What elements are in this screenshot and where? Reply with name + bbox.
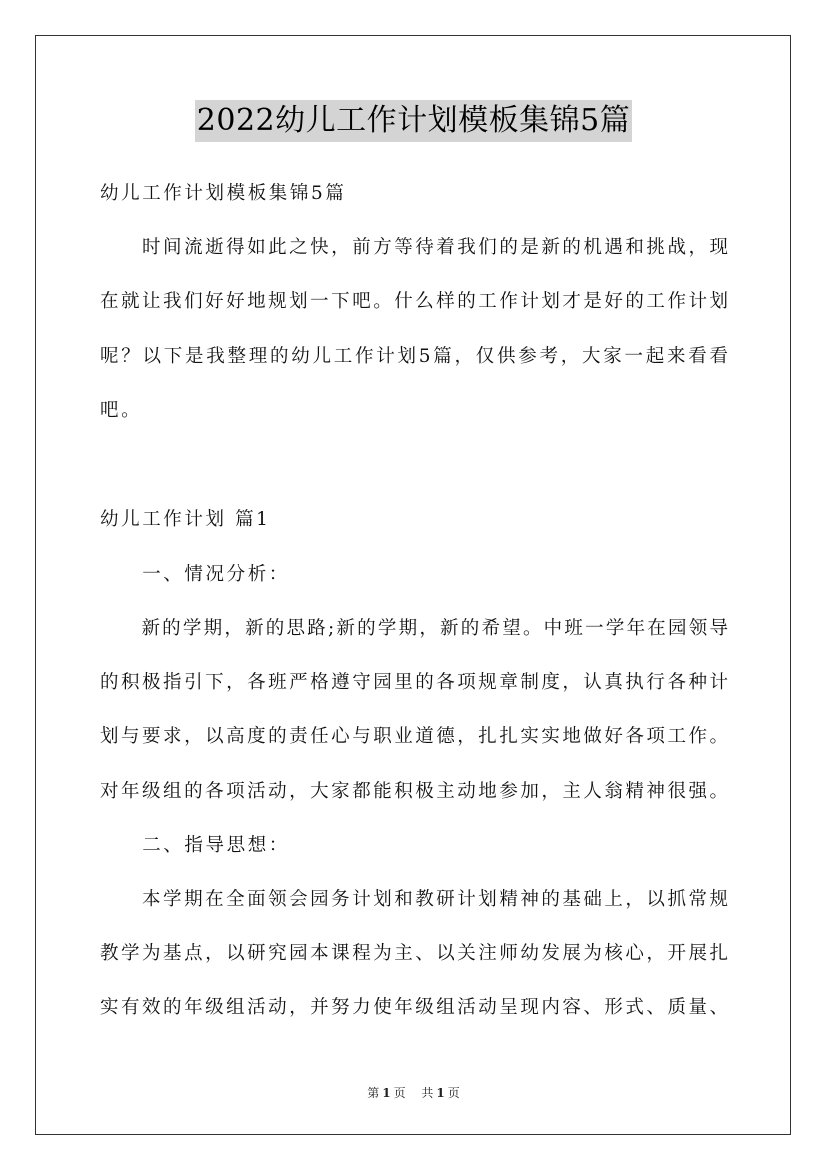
total-label-suffix: 页 [447,1086,460,1100]
heading-situation-analysis: 一、情况分析： [100,564,290,585]
paragraph-line: 实有效的年级组活动，并努力使年级组活动呈现内容、形式、质量、 [100,997,728,1018]
page-footer [0,1084,827,1101]
title-container [0,100,827,142]
intro-line: 时间流逝得如此之快，前方等待着我们的是新的机遇和挑战，现 [100,237,728,258]
paragraph-line: 新的学期，新的思路;新的学期，新的希望。中班一学年在园领导 [100,618,728,639]
section-title: 幼儿工作计划 篇1 [100,509,271,530]
document-title: 2022幼儿工作计划模板集锦5篇 [195,100,632,142]
paragraph-line: 对年级组的各项活动，大家都能积极主动地参加，主人翁精神很强。 [100,781,728,802]
intro-line: 吧。 [100,400,143,421]
page-label-suffix: 页 [393,1086,406,1100]
intro-line: 在就让我们好好地规划一下吧。什么样的工作计划才是好的工作计划 [100,291,728,312]
total-label-prefix: 共 [421,1086,434,1100]
document-subtitle: 幼儿工作计划模板集锦5篇 [100,183,347,204]
paragraph-line: 教学为基点，以研究园本课程为主、以关注师幼发展为核心，开展扎 [100,943,728,964]
heading-guiding-ideology: 二、指导思想： [100,835,290,856]
total-pages: 1 [436,1086,445,1100]
page-label-prefix: 第 [367,1086,380,1100]
paragraph-line: 划与要求，以高度的责任心与职业道德，扎扎实实地做好各项工作。 [100,726,728,747]
total-pages-indicator [418,1086,462,1100]
page-number: 1 [382,1086,391,1100]
intro-line: 呢？以下是我整理的幼儿工作计划5篇，仅供参考，大家一起来看看 [100,346,728,367]
page-indicator [364,1086,408,1100]
paragraph-line: 的积极指引下，各班严格遵守园里的各项规章制度，认真执行各种计 [100,672,728,693]
paragraph-line: 本学期在全面领会园务计划和教研计划精神的基础上，以抓常规 [100,889,728,910]
